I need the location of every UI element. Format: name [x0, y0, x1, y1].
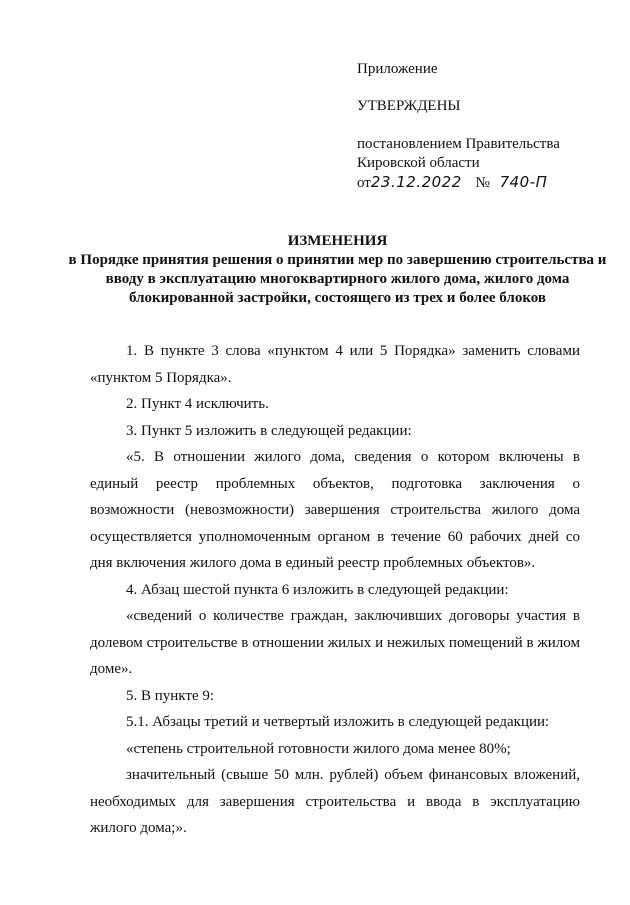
handwritten-number: 740-П	[499, 173, 548, 191]
paragraph: 3. Пункт 5 изложить в следующей редакции:	[126, 422, 412, 439]
approved-label: УТВЕРЖДЕНЫ	[357, 98, 461, 114]
paragraph: 5.1. Абзацы третий и четвертый изложить в следующей редакции:	[126, 714, 550, 730]
date-number-line	[357, 173, 607, 193]
handwritten-date: 23.12.2022	[370, 173, 462, 191]
document-body	[90, 338, 580, 842]
paragraph: «сведений о количестве граждан, заключивших договоры участия в долевом строительстве в отношении жилых и нежилых помещений в жилом доме».	[90, 608, 580, 677]
date-prefix: от	[357, 175, 371, 191]
resolution-line-1: постановлением Правительства	[357, 136, 560, 152]
paragraph: 4. Абзац шестой пункта 6 изложить в следующей редакции:	[126, 581, 509, 598]
document-title	[60, 232, 615, 308]
paragraph: значительный (свыше 50 млн. рублей) объем финансовых вложений, необходимых для завершения строительства и ввода в эксплуатацию жилого дома;».	[90, 767, 580, 836]
number-prefix: №	[475, 175, 490, 191]
paragraph: 5. В пункте 9:	[126, 687, 215, 704]
title-subtitle: в Порядке принятия решения о принятии мер по завершению строительства и вводу в эксплуатацию многоквартирного жилого дома, жилого дома блокированной застройки, состоящего из трех и более блоков	[68, 252, 607, 306]
resolution-line-2: Кировской области	[357, 155, 480, 171]
paragraph: «5. В отношении жилого дома, сведения о котором включены в единый реестр проблемных объектов, подготовка заключения о возможности (невозможности) завершения строительства жилого дома осуществляется уполномоченным органом в течение 60 рабочих дней со дня включения жилого дома в единый реестр проблемных объектов».	[90, 449, 580, 571]
paragraph: 2. Пункт 4 исключить.	[126, 396, 269, 412]
title-heading: ИЗМЕНЕНИЯ	[287, 233, 388, 249]
paragraph: «степень строительной готовности жилого дома менее 80%;	[126, 740, 511, 757]
approval-stamp	[357, 60, 607, 193]
appendix-label: Приложение	[357, 61, 438, 77]
paragraph: 1. В пункте 3 слова «пунктом 4 или 5 Порядка» заменить словами «пунктом 5 Порядка».	[90, 343, 580, 386]
